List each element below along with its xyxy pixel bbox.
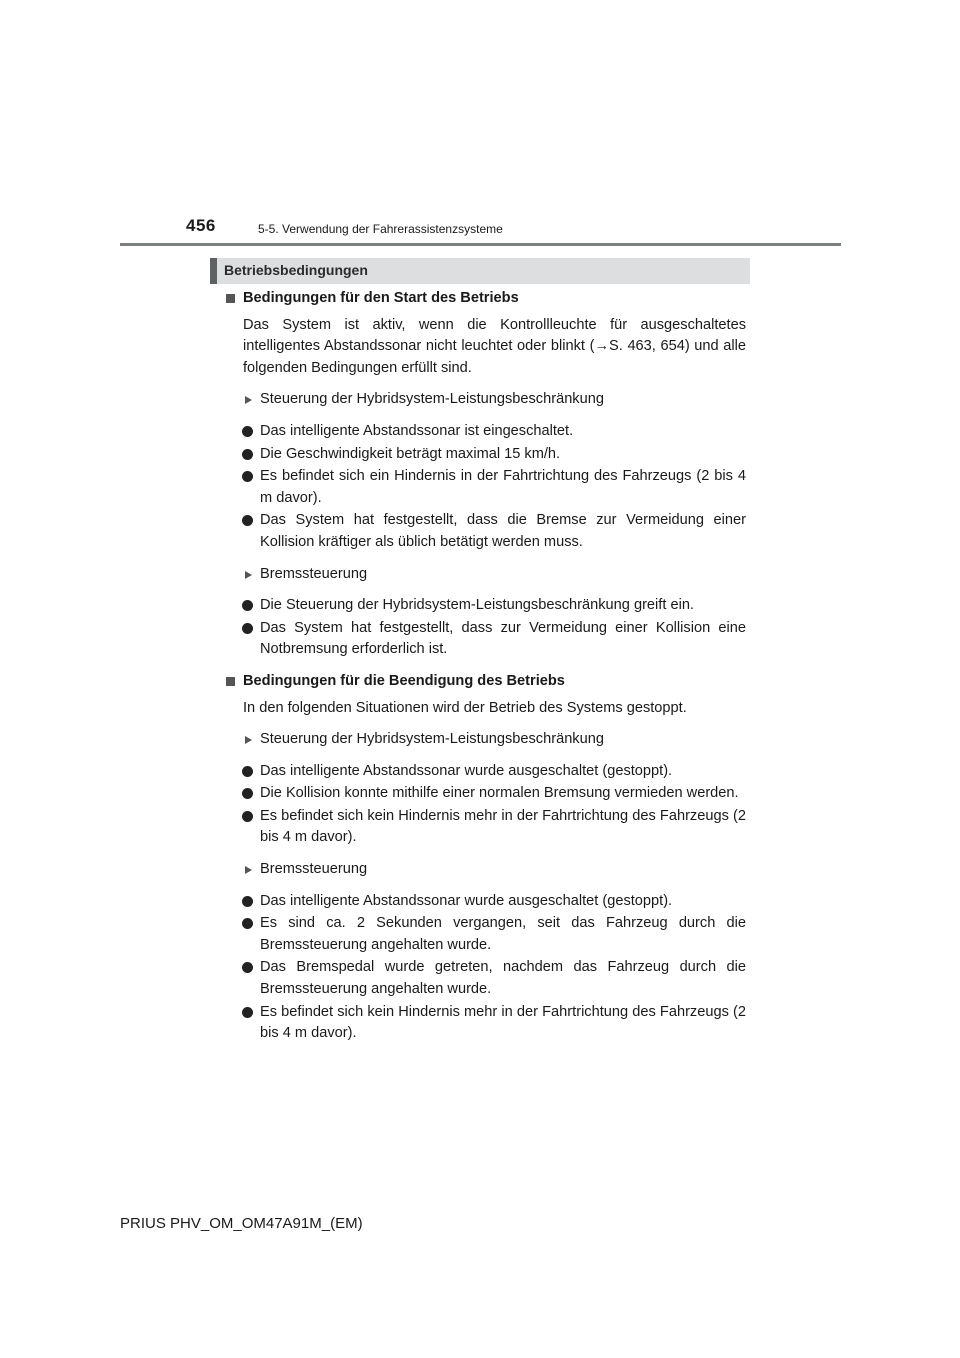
page-content — [224, 288, 746, 1045]
start-group-power-limit — [224, 389, 746, 411]
chapter-title: 5-5. Verwendung der Fahrerassistenzsysteme — [258, 222, 503, 236]
list-item-text: Es befindet sich kein Hindernis mehr in der Fahrtrichtung des Fahrzeugs (2 bis 4 m davor). — [260, 807, 746, 846]
start-intro-paragraph: Das System ist aktiv, wenn die Kontrollleuchte für ausgeschaltetes intelligentes Abstandssonar nicht leuchtet oder blinkt (→S. 463, 654) und alle folgenden Bedingungen erfüllt sind. — [243, 316, 746, 376]
triangle-bullet-icon — [245, 396, 252, 404]
triangle-bullet-icon — [245, 866, 252, 874]
document-code: PRIUS PHV_OM_OM47A91M_(EM) — [120, 1215, 363, 1232]
heading-text: Bedingungen für die Beendigung des Betriebs — [243, 672, 565, 689]
list-item — [224, 618, 746, 661]
square-bullet-icon — [226, 294, 235, 303]
bullet-dot-icon — [242, 896, 253, 907]
stop-conditions-heading — [224, 671, 746, 693]
list-item — [224, 806, 746, 849]
bullet-dot-icon — [242, 788, 253, 799]
stop-intro-paragraph: In den folgenden Situationen wird der Betrieb des Systems gestoppt. — [243, 699, 687, 716]
section-title: Betriebsbedingungen — [224, 262, 368, 278]
header-divider — [120, 243, 841, 246]
triangle-bullet-icon — [245, 736, 252, 744]
bullet-dot-icon — [242, 471, 253, 482]
list-item-text: Das intelligente Abstandssonar ist eingeschaltet. — [260, 422, 574, 439]
bullet-dot-icon — [242, 515, 253, 526]
group-title: Bremssteuerung — [260, 565, 368, 582]
list-item-text: Es befindet sich kein Hindernis mehr in der Fahrtrichtung des Fahrzeugs (2 bis 4 m davor). — [260, 1003, 746, 1042]
start-group-brake-control — [224, 564, 746, 586]
list-item — [224, 1002, 746, 1045]
section-marker — [210, 258, 217, 284]
start-conditions-heading — [224, 288, 746, 310]
bullet-dot-icon — [242, 600, 253, 611]
list-item — [224, 957, 746, 1000]
heading-text: Bedingungen für den Start des Betriebs — [243, 290, 519, 306]
bullet-dot-icon — [242, 449, 253, 460]
list-item-text: Die Kollision konnte mithilfe einer normalen Bremsung vermieden werden. — [260, 785, 739, 802]
triangle-bullet-icon — [245, 571, 252, 579]
list-item — [224, 510, 746, 553]
list-item — [224, 891, 746, 913]
list-item-text: Die Steuerung der Hybridsystem-Leistungsbeschränkung greift ein. — [260, 597, 694, 614]
list-item-text: Das intelligente Abstandssonar wurde ausgeschaltet (gestoppt). — [260, 892, 673, 909]
list-item-text: Das System hat festgestellt, dass zur Vermeidung einer Kollision eine Notbremsung erforderlich ist. — [260, 619, 746, 658]
bullet-dot-icon — [242, 426, 253, 437]
bullet-dot-icon — [242, 962, 253, 973]
list-item-text: Das intelligente Abstandssonar wurde ausgeschaltet (gestoppt). — [260, 762, 673, 779]
list-item — [224, 466, 746, 509]
list-item-text: Es befindet sich ein Hindernis in der Fahrtrichtung des Fahrzeugs (2 bis 4 m davor). — [260, 468, 746, 506]
section-header — [210, 258, 750, 284]
list-item — [224, 421, 746, 443]
page-number: 456 — [186, 216, 216, 235]
list-item-text: Es sind ca. 2 Sekunden vergangen, seit das Fahrzeug durch die Bremssteuerung angehalten wurde. — [260, 915, 746, 953]
group-title: Steuerung der Hybridsystem-Leistungsbeschränkung — [260, 731, 604, 748]
bullet-dot-icon — [242, 766, 253, 777]
bullet-dot-icon — [242, 623, 253, 634]
list-item — [224, 595, 746, 617]
group-title: Bremssteuerung — [260, 861, 368, 878]
list-item — [224, 761, 746, 783]
bullet-dot-icon — [242, 1007, 253, 1018]
list-item — [224, 783, 746, 805]
list-item — [224, 444, 746, 466]
list-item — [224, 913, 746, 956]
stop-group-brake-control — [224, 859, 746, 881]
stop-group-power-limit — [224, 729, 746, 751]
group-title: Steuerung der Hybridsystem-Leistungsbeschränkung — [260, 391, 604, 408]
bullet-dot-icon — [242, 918, 253, 929]
square-bullet-icon — [226, 677, 235, 686]
list-item-text: Das Bremspedal wurde getreten, nachdem das Fahrzeug durch die Bremssteuerung angehalten wurde. — [260, 959, 746, 998]
bullet-dot-icon — [242, 811, 253, 822]
list-item-text: Die Geschwindigkeit beträgt maximal 15 km/h. — [260, 445, 561, 462]
list-item-text: Das System hat festgestellt, dass die Bremse zur Vermeidung einer Kollision kräftiger als üblich betätigt werden muss. — [260, 512, 746, 550]
